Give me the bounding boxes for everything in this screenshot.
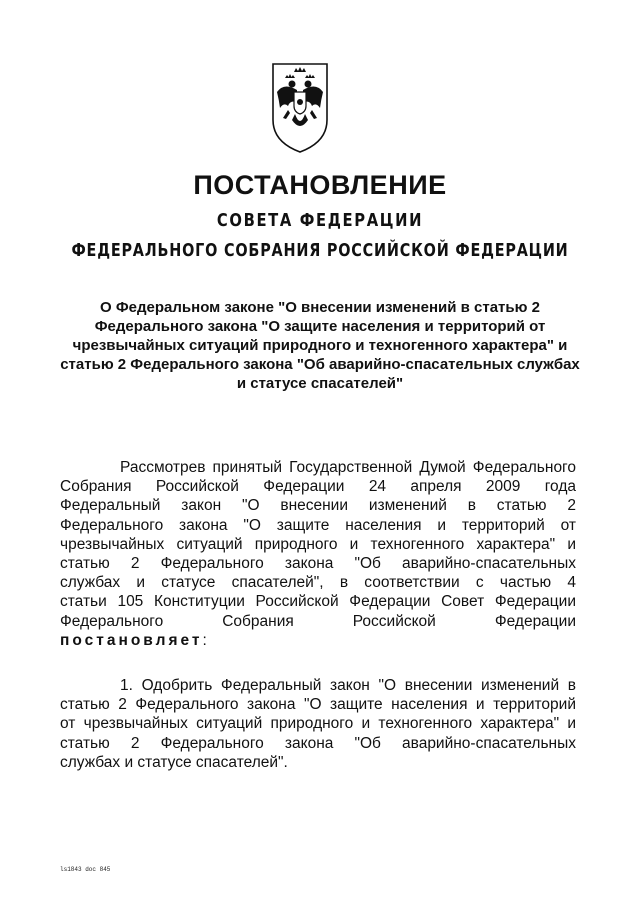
document-subtitle-council: СОВЕТА ФЕДЕРАЦИИ <box>216 210 424 231</box>
point-1-paragraph <box>60 676 576 772</box>
preamble-paragraph <box>60 458 576 650</box>
document-subtitle-assembly: ФЕДЕРАЛЬНОГО СОБРАНИЯ РОССИЙСКОЙ ФЕДЕРАЦИИ <box>71 240 569 261</box>
point-line: 1. Одобрить Федеральный закон "О внесении изменений в <box>120 677 576 694</box>
point-line: службах и статусе спасателей". <box>60 753 288 771</box>
point-line: от чрезвычайных ситуаций природного и техногенного характера" и <box>60 715 576 733</box>
body-line: статьи 105 Конституции Российской Федерации Совет Федерации <box>60 593 576 611</box>
resolves-word: постановляет <box>60 631 203 649</box>
document-title: ПОСТАНОВЛЕНИЕ <box>193 170 447 200</box>
body-line: Собрания Российской Федерации 24 апреля 2009 года <box>60 478 576 496</box>
subject-line: О Федеральном законе "О внесении изменений в статью 2 <box>100 299 540 316</box>
subject-line: и статусе спасателей" <box>236 375 404 392</box>
point-line: статью 2 Федерального закона "О защите населения и территорий <box>60 696 576 714</box>
body-line: службах и статусе спасателей", в соответствии с частью 4 <box>60 574 576 592</box>
resolves-line <box>60 631 576 650</box>
resolves-colon: : <box>202 631 207 649</box>
point-line: статью 2 Федерального закона "Об аварийно-спасательных <box>60 734 576 752</box>
resolution-subject <box>60 298 580 393</box>
body-line: Рассмотрев принятый Государственной Думой Федерального <box>120 459 576 476</box>
body-line: статью 2 Федерального закона "Об аварийно-спасательных <box>60 554 576 572</box>
body-line: Федерального закона "О защите населения и территорий от <box>60 516 576 534</box>
body-line: Федеральный закон "О внесении изменений в статью 2 <box>60 497 576 515</box>
state-emblem-icon <box>270 62 330 154</box>
body-line: Федерального Собрания Российской Федерации <box>60 612 576 630</box>
subject-line: статью 2 Федерального закона "Об аварийно-спасательных службах <box>60 356 580 373</box>
subject-line: чрезвычайных ситуаций природного и техногенного характера" и <box>72 337 568 354</box>
subject-line: Федерального закона "О защите населения и территорий от <box>94 318 546 335</box>
document-file-code: ls1843 doc 845 <box>60 866 111 873</box>
body-line: чрезвычайных ситуаций природного и техногенного характера" и <box>60 535 576 553</box>
